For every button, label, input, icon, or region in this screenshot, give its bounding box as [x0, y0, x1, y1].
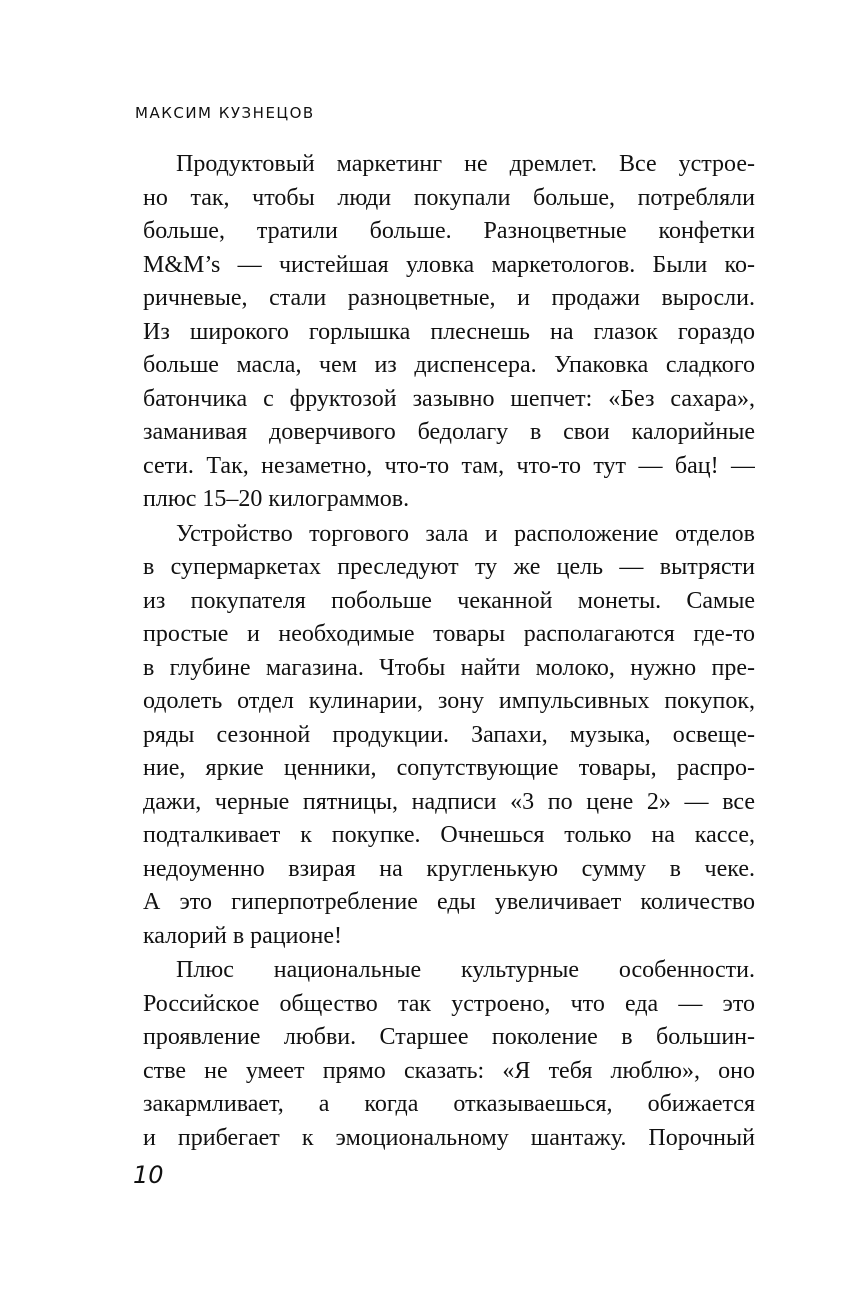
body-text — [143, 148, 755, 1155]
text-line: Российское общество так устроено, что еда — это — [143, 990, 755, 1017]
text-line: батончика с фруктозой зазывно шепчет: «Без сахара», — [143, 385, 755, 412]
text-line: из покупателя побольше чеканной монеты. Самые — [143, 587, 755, 614]
text-line: в глубине магазина. Чтобы найти молоко, нужно пре- — [143, 654, 755, 681]
paragraph — [143, 148, 755, 517]
text-line: больше, тратили больше. Разноцветные конфетки — [143, 218, 755, 244]
text-line: подталкивает к покупке. Очнешься только на кассе, — [143, 822, 755, 848]
text-line: закармливает, а когда отказываешься, обижается — [143, 1091, 755, 1117]
text-line: проявление любви. Старшее поколение в большин- — [143, 1024, 755, 1050]
text-line: больше масла, чем из диспенсера. Упаковка сладкого — [143, 352, 755, 378]
page-number: 10 — [133, 1161, 164, 1189]
text-line: Из широкого горлышка плеснешь на глазок гораздо — [143, 318, 755, 345]
text-line: в супермаркетах преследуют ту же цель — вытрясти — [143, 554, 755, 580]
text-line: дажи, черные пятницы, надписи «3 по цене 2» — все — [143, 788, 755, 815]
text-line: Продуктовый маркетинг не дремлет. Все устрое- — [176, 151, 755, 177]
text-line: M&M’s — чистейшая уловка маркетологов. Были ко- — [143, 251, 755, 278]
text-line: ние, яркие ценники, сопутствующие товары, распро- — [143, 755, 755, 781]
text-line: А это гиперпотребление еды увеличивает количество — [143, 889, 755, 915]
text-line: плюс 15–20 килограммов. — [143, 486, 410, 512]
text-line: Плюс национальные культурные особенности. — [176, 957, 755, 983]
text-line: недоуменно взирая на кругленькую сумму в чеке. — [143, 855, 755, 882]
paragraph — [143, 954, 755, 1155]
text-line: Устройство торгового зала и расположение отделов — [176, 520, 755, 547]
text-line: простые и необходимые товары располагаются где-то — [143, 621, 755, 647]
text-line: одолеть отдел кулинарии, зону импульсивных покупок, — [143, 688, 755, 714]
running-head-author: МАКСИМ КУЗНЕЦОВ — [135, 104, 315, 122]
text-line: сети. Так, незаметно, что-то там, что-то тут — бац! — — [143, 452, 755, 479]
text-line: и прибегает к эмоциональному шантажу. Порочный — [143, 1124, 755, 1151]
text-line: ряды сезонной продукции. Запахи, музыка, освеще- — [143, 721, 755, 748]
text-line: заманивая доверчивого бедолагу в свои калорийные — [143, 419, 755, 445]
text-line: но так, чтобы люди покупали больше, потребляли — [143, 184, 755, 211]
text-line: стве не умеет прямо сказать: «Я тебя люблю», оно — [143, 1057, 755, 1084]
paragraph — [143, 518, 755, 954]
text-line: ричневые, стали разноцветные, и продажи выросли. — [143, 285, 755, 311]
text-line: калорий в рационе! — [143, 922, 342, 949]
